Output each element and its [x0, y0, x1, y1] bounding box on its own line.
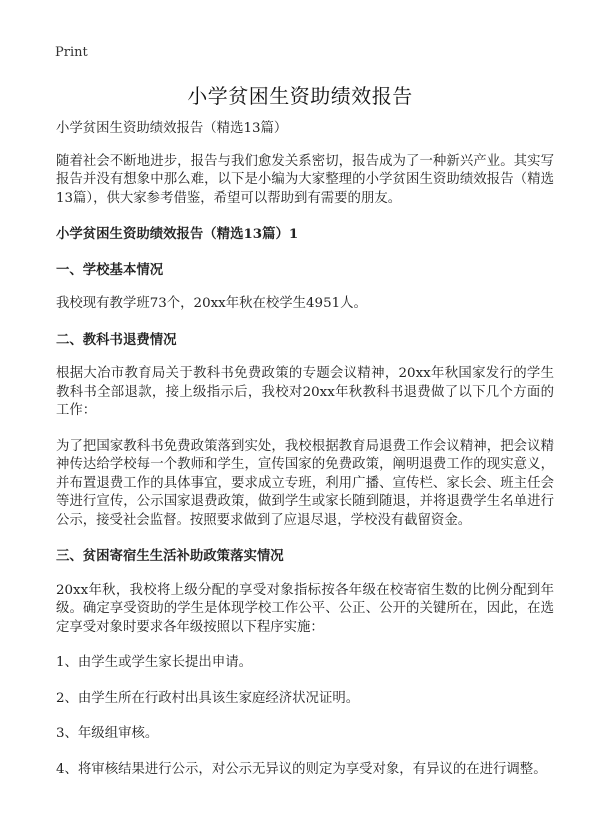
document-subtitle: 小学贫困生资助绩效报告（精选13篇）	[56, 121, 288, 136]
page-title: 小学贫困生资助绩效报告	[187, 84, 413, 108]
list-item: 2、由学生所在行政村出具该生家庭经济状况证明。	[56, 690, 360, 706]
section-heading: 二、教科书退费情况	[56, 331, 177, 348]
section-heading: 三、贫困寄宿生生活补助政策落实情况	[56, 548, 284, 564]
section-paragraph: 为了把国家教科书免费政策落到实处，我校根据教育局退费工作会议精神，把会议精神传达给学校每一个教师和学生，宣传国家的免费政策，阐明退费工作的现实意义，并布置退费工作的具体事宜，要求成立专班，利用广播、宣传栏、家长会、班主任会等进行宣传，公示国家退费政策，做到学生或家长随到随退，并将退费学生名单进行公示，接受社会监督。按照要求做到了应退尽退，学校没有截留资金。	[56, 438, 554, 528]
list-item: 1、由学生或学生家长提出申请。	[56, 655, 252, 670]
section-heading: 一、学校基本情况	[56, 261, 164, 278]
article-heading: 小学贫困生资助绩效报告（精选13篇）1	[56, 226, 299, 242]
intro-paragraph: 随着社会不断地进步，报告与我们愈发关系密切，报告成为了一种新兴产业。其实写报告并没有想象中那么难，以下是小编为大家整理的小学贫困生资助绩效报告（精选13篇），供大家参考借鉴，希望可以帮助到有需要的朋友。	[56, 153, 554, 206]
list-item: 3、年级组审核。	[56, 726, 159, 741]
document-body	[56, 120, 554, 796]
section-paragraph: 根据大冶市教育局关于教科书免费政策的专题会议精神，20xx年秋国家发行的学生教科书全部退款，接上级指示后，我校对20xx年秋教科书退费做了以下几个方面的工作：	[56, 366, 554, 418]
section-paragraph: 我校现有教学班73个，20xx年秋在校学生4951人。	[56, 296, 367, 311]
print-link[interactable]: Print	[55, 45, 88, 60]
section-paragraph: 20xx年秋，我校将上级分配的享受对象指标按各年级在校寄宿生数的比例分配到年级。确定享受资助的学生是体现学校工作公平、公正、公开的关键所在，因此，在选定享受对象时要求各年级按照以下程序实施：	[56, 582, 554, 635]
list-item: 4、将审核结果进行公示，对公示无异议的则定为享受对象，有异议的在进行调整。	[56, 761, 547, 777]
